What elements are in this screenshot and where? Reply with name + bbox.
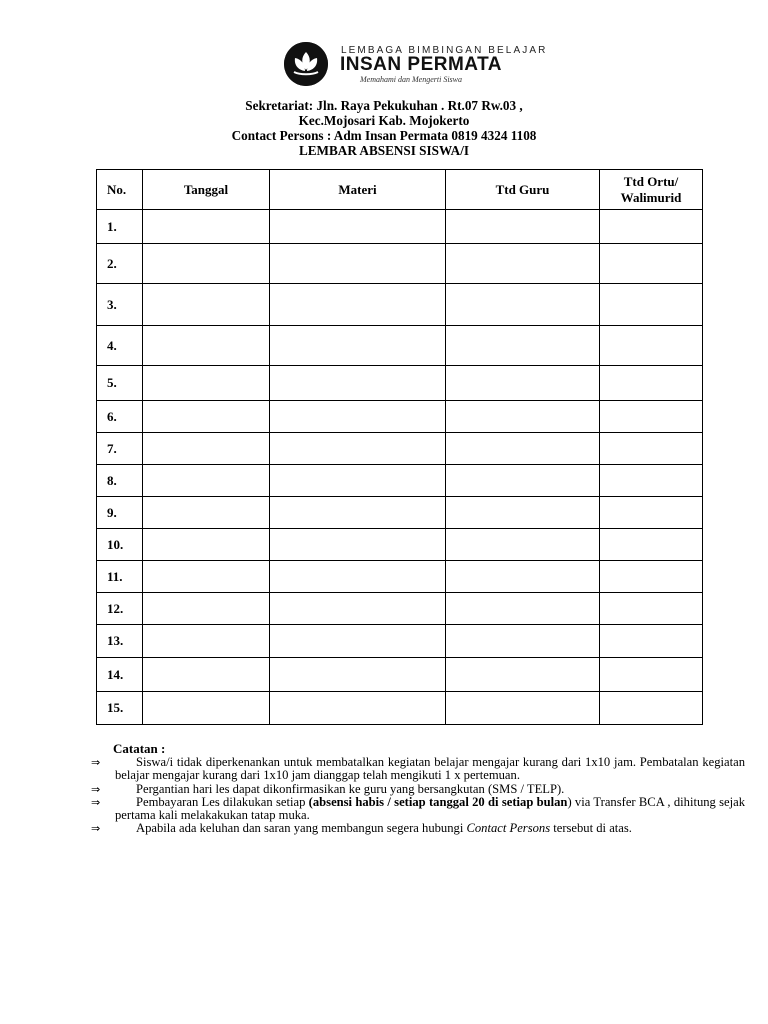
cell-materi [270, 692, 446, 725]
cell-ttd-guru [446, 692, 600, 725]
row-number: 8. [97, 465, 143, 497]
cell-materi [270, 529, 446, 561]
cell-tanggal [143, 625, 270, 658]
cell-tanggal [143, 326, 270, 366]
institution-logo [284, 42, 548, 86]
row-number: 11. [97, 561, 143, 593]
attendance-table [96, 169, 703, 725]
cell-materi [270, 401, 446, 433]
note-text-part: tersebut di atas. [550, 821, 632, 836]
document-title: LEMBAR ABSENSI SISWA/I [298, 143, 470, 158]
cell-ttd-ortu [600, 433, 703, 465]
cell-materi [270, 366, 446, 401]
note-text [115, 822, 745, 835]
table-row [97, 326, 703, 366]
header-no: No. [97, 170, 143, 210]
table-row [97, 529, 703, 561]
notes-section [91, 741, 746, 836]
cell-tanggal [143, 561, 270, 593]
cell-ttd-ortu [600, 401, 703, 433]
row-number: 10. [97, 529, 143, 561]
cell-tanggal [143, 284, 270, 326]
cell-materi [270, 284, 446, 326]
row-number: 9. [97, 497, 143, 529]
cell-materi [270, 593, 446, 625]
cell-ttd-ortu [600, 465, 703, 497]
cell-materi [270, 658, 446, 692]
cell-materi [270, 433, 446, 465]
note-text-italic: Contact Persons [466, 821, 551, 836]
table-row [97, 497, 703, 529]
cell-ttd-guru [446, 658, 600, 692]
arrow-icon: ⇒ [91, 756, 101, 770]
note-item [91, 756, 745, 782]
row-number: 2. [97, 244, 143, 284]
cell-tanggal [143, 401, 270, 433]
row-number: 13. [97, 625, 143, 658]
cell-tanggal [143, 366, 270, 401]
cell-tanggal [143, 210, 270, 244]
cell-ttd-guru [446, 561, 600, 593]
cell-ttd-guru [446, 465, 600, 497]
cell-ttd-guru [446, 593, 600, 625]
note-item [91, 796, 745, 822]
cell-tanggal [143, 465, 270, 497]
cell-materi [270, 465, 446, 497]
cell-ttd-ortu [600, 210, 703, 244]
table-row [97, 401, 703, 433]
row-number: 7. [97, 433, 143, 465]
table-row [97, 658, 703, 692]
header-materi: Materi [270, 170, 446, 210]
cell-ttd-guru [446, 529, 600, 561]
cell-ttd-guru [446, 366, 600, 401]
cell-ttd-guru [446, 326, 600, 366]
cell-tanggal [143, 692, 270, 725]
row-number: 5. [97, 366, 143, 401]
note-text-part: Pembayaran Les dilakukan setiap [136, 794, 309, 809]
cell-ttd-guru [446, 625, 600, 658]
cell-ttd-guru [446, 401, 600, 433]
row-number: 14. [97, 658, 143, 692]
table-body [97, 210, 703, 725]
row-number: 6. [97, 401, 143, 433]
cell-materi [270, 625, 446, 658]
table-row [97, 692, 703, 725]
cell-ttd-ortu [600, 326, 703, 366]
contact-line: Contact Persons : Adm Insan Permata 0819 4324 1108 [231, 128, 537, 143]
note-text: Pergantian hari les dapat dikonfirmasikan ke guru yang bersangkutan (SMS / TELP). [136, 781, 565, 796]
header-ttd-guru: Ttd Guru [446, 170, 600, 210]
address-line-2: Kec.Mojosari Kab. Mojokerto [298, 113, 470, 128]
table-row [97, 433, 703, 465]
cell-ttd-ortu [600, 692, 703, 725]
logo-name: INSAN PERMATA [340, 54, 503, 75]
cell-ttd-ortu [600, 284, 703, 326]
arrow-icon: ⇒ [91, 782, 101, 796]
logo-subtitle: LEMBAGA BIMBINGAN BELAJAR [341, 45, 548, 56]
cell-tanggal [143, 529, 270, 561]
address-line-1: Sekretariat: Jln. Raya Pekukuhan . Rt.07 Rw.03 , [245, 98, 523, 113]
cell-tanggal [143, 497, 270, 529]
note-item [91, 822, 745, 835]
arrow-icon: ⇒ [91, 795, 101, 809]
table-row [97, 366, 703, 401]
table-row [97, 210, 703, 244]
cell-tanggal [143, 433, 270, 465]
logo-tagline: Memahami dan Mengerti Siswa [360, 75, 462, 84]
row-number: 4. [97, 326, 143, 366]
lotus-emblem-icon [284, 42, 328, 86]
row-number: 12. [97, 593, 143, 625]
note-text: Siswa/i tidak diperkenankan untuk membatalkan kegiatan belajar mengajar kurang dari 1x10 jam. Pembatalan kegiatan belajar mengajar kurang dari 1x10 jam dianggap telah mengikuti 1 x pertemuan. [115, 755, 745, 783]
cell-tanggal [143, 593, 270, 625]
cell-ttd-guru [446, 433, 600, 465]
note-text-bold: (absensi habis / setiap tanggal 20 di setiap bulan [308, 794, 568, 809]
cell-tanggal [143, 658, 270, 692]
row-number: 1. [97, 210, 143, 244]
note-text-part: Apabila ada keluhan dan saran yang membangun segera hubungi [136, 821, 467, 836]
cell-materi [270, 497, 446, 529]
cell-ttd-guru [446, 210, 600, 244]
cell-materi [270, 561, 446, 593]
table-row [97, 244, 703, 284]
cell-materi [270, 244, 446, 284]
cell-ttd-guru [446, 497, 600, 529]
note-text [115, 796, 745, 822]
cell-ttd-ortu [600, 561, 703, 593]
cell-materi [270, 210, 446, 244]
row-number: 3. [97, 284, 143, 326]
note-text-part: ) via Transfer BCA , dihitung sejak pertama kali melakakukan tatap muka. [115, 794, 746, 823]
row-number: 15. [97, 692, 143, 725]
table-row [97, 561, 703, 593]
table-row [97, 593, 703, 625]
cell-ttd-ortu [600, 244, 703, 284]
cell-ttd-ortu [600, 366, 703, 401]
table-row [97, 465, 703, 497]
cell-ttd-ortu [600, 625, 703, 658]
cell-ttd-guru [446, 284, 600, 326]
document-header [0, 98, 768, 158]
notes-title: Catatan : [113, 741, 166, 756]
cell-tanggal [143, 244, 270, 284]
table-row [97, 625, 703, 658]
cell-ttd-ortu [600, 497, 703, 529]
cell-ttd-guru [446, 244, 600, 284]
cell-ttd-ortu [600, 529, 703, 561]
cell-materi [270, 326, 446, 366]
header-tanggal: Tanggal [143, 170, 270, 210]
table-row [97, 284, 703, 326]
header-ttd-ortu: Ttd Ortu/ Walimurid [600, 170, 703, 210]
arrow-icon: ⇒ [91, 822, 101, 836]
cell-ttd-ortu [600, 658, 703, 692]
table-header-row [97, 170, 703, 210]
cell-ttd-ortu [600, 593, 703, 625]
